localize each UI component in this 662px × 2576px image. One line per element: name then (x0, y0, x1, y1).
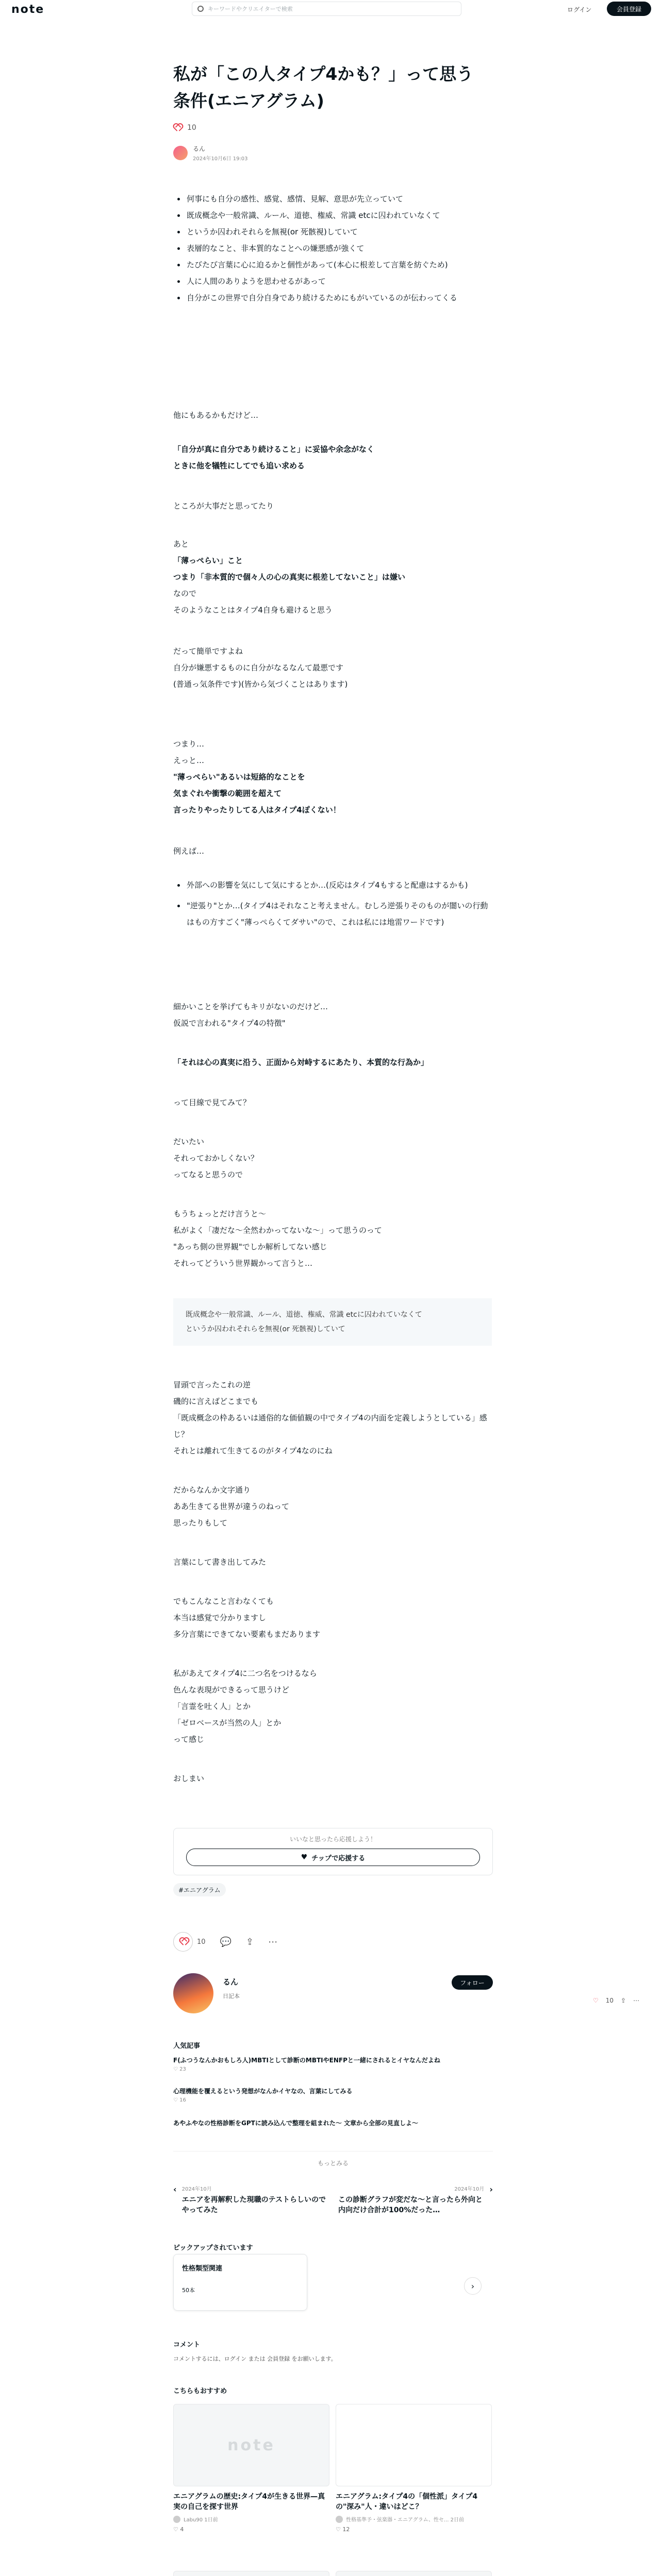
paragraph: 細かいことを挙げてもキリがないのだけど… (173, 1002, 328, 1011)
next-date: 2024年10月 (454, 2187, 485, 2192)
comment-icon[interactable]: 💬 (220, 1936, 231, 1947)
recommend-card[interactable] (336, 2571, 492, 2576)
side-more-icon[interactable]: ⋯ (633, 1997, 640, 2004)
support-text: いいなと思ったら応援しよう！ (289, 1836, 376, 1843)
paragraph: そのようなことはタイプ4自身も避けると思う (173, 605, 333, 615)
recommend-card[interactable] (336, 2404, 492, 2533)
paragraph: 「言霊を吐く人」とか (173, 1702, 251, 1711)
paragraph: ところが大事だと思ってたり (173, 501, 274, 511)
chevron-left-icon: ‹ (173, 2184, 177, 2194)
paragraph: 色んな表現ができるって思うけど (173, 1685, 290, 1694)
next-article-link[interactable] (338, 2184, 493, 2224)
paragraph: だからなんか文字通り (173, 1485, 251, 1495)
side-heart-icon[interactable]: ♡ (593, 1997, 599, 2004)
search-icon (197, 6, 204, 12)
quote-line: というか囚われそれらを無視(or 死骸視)していて (186, 1325, 345, 1333)
paragraph: だって簡単ですよね (173, 647, 243, 656)
card-title: エニアグラムの歴史:タイプ4が生きる世界—真実の自己を探す世界 (173, 2493, 325, 2511)
popular-item[interactable] (173, 2087, 493, 2105)
paragraph: 「既成概念の枠あるいは通俗的な価値観の中でタイプ4の内面を定義しようとしている」感じ？ (173, 1413, 487, 1439)
heart-icon (173, 124, 181, 131)
article-actions (173, 1932, 277, 1952)
list-item: 既成概念や一般常識、ルール、道徳、権威、常識 etcに囚われていなくて (173, 207, 492, 224)
bold-paragraph: 言ったりやったりしてる人はタイプ4ぽくない！ (173, 805, 341, 815)
profile-avatar[interactable] (173, 1973, 213, 2013)
list-item: 表層的なこと、非本質的なことへの嫌悪感が強くて (173, 240, 492, 257)
bold-paragraph: 「自分が真に自分であり続けること」に妥協や余念がなく (173, 445, 375, 454)
paragraph: 冒頭で言ったこれの逆 (173, 1380, 251, 1389)
list-item: 外部への影響を気にして気にするとか…(反応はタイプ4もすると配慮はするかも) (173, 877, 492, 893)
list-item: たびたび言葉に心に迫るかと個性があって(本心に根差して言葉を紡ぐため) (173, 257, 492, 273)
paragraph: 多分言葉にできてない要素もまだあります (173, 1630, 321, 1639)
popular-heading: 人気記事 (173, 2042, 201, 2050)
follow-button[interactable]: フォロー (452, 1975, 493, 1990)
paragraph: 私があえてタイプ4に二つ名をつけるなら (173, 1669, 317, 1678)
condition-list (173, 191, 492, 306)
chevron-right-icon: › (489, 2184, 493, 2194)
paragraph: ってなると思うので (173, 1170, 243, 1179)
article-title: 私が「この人タイプ4かも？」って思う条件(エニアグラム) (173, 64, 474, 111)
login-link[interactable]: ログイン (567, 6, 592, 13)
prev-title: エニアを再解釈した現職のテストらしいのでやってみた (181, 2196, 326, 2214)
like-bar[interactable] (173, 124, 196, 132)
paragraph: 自分が嫌悪するものに自分がなるなんて最悪です (173, 663, 344, 672)
bold-paragraph: ときに他を犠牲にしてでも追い求める (173, 461, 305, 470)
hashtag[interactable]: #エニアグラム (173, 1883, 226, 1896)
paragraph: それとは離れて生きてるのがタイプ4なのにね (173, 1446, 333, 1455)
share-icon[interactable]: ⇪ (245, 1936, 254, 1947)
author-block[interactable] (173, 144, 248, 162)
profile-name[interactable]: るん (223, 1977, 239, 1987)
more-link[interactable]: もっとみる (173, 2151, 493, 2167)
paragraph: 言葉にして書き出してみた (173, 1557, 267, 1567)
paragraph: 思ったりもして (173, 1518, 228, 1528)
avatar[interactable] (173, 146, 188, 160)
bold-paragraph: "薄っぺらい"あるいは短絡的なことを (173, 772, 305, 782)
signup-button[interactable]: 会員登録 (607, 2, 651, 16)
like-count: 10 (197, 1938, 206, 1946)
paragraph: つまり… (173, 739, 205, 749)
card-author: Labu90 1日前 (184, 2517, 218, 2523)
post-date: 2024年10月6日 19:03 (193, 156, 248, 162)
quote-block (173, 1298, 492, 1346)
card-likes: ♡ 12 (336, 2526, 350, 2533)
next-title: この診断グラフが変だな〜と言ったら外向と内向だけ合計が100%だった… (338, 2196, 483, 2214)
search-placeholder: キーワードやクリエイターで検索 (208, 6, 293, 12)
tip-icon: ♥ (301, 1853, 308, 1861)
paragraph: それってどういう世界観かって言うと… (173, 1259, 313, 1268)
paragraph: なので (173, 589, 197, 598)
heart-icon (179, 1938, 187, 1945)
paragraph: 「ゼロベースが当然の人」とか (173, 1718, 282, 1727)
list-item: 何事にも自分の感性、感覚、感情、見解、意思が先立っていて (173, 191, 492, 207)
paragraph: って目線で見てみて？ (173, 1098, 251, 1107)
avatar (173, 2516, 180, 2523)
side-like-count: 10 (605, 1997, 614, 2004)
card-author: 性格基準予・弦楽器・エニアグラム、性セ... 2日前 (346, 2517, 464, 2523)
card-title: エニアグラム:タイプ4の「個性派」タイプ4の"深み"人・違いはどこ？ (336, 2493, 478, 2511)
popular-meta: ♡ 23 (173, 2066, 186, 2072)
bold-paragraph: つまり「非本質的で個々人の心の真実に根差してないこと」は嫌い (173, 572, 406, 582)
paragraph: 磯的に言えばどこまでも (173, 1397, 259, 1406)
paragraph: "あっち側の世界観"でしか解析してない感じ (173, 1242, 327, 1251)
paragraph: って感じ (173, 1735, 205, 1744)
example-list (173, 877, 492, 930)
paragraph: あと (173, 539, 189, 549)
bold-paragraph: 「薄っぺらい」こと (173, 556, 243, 565)
recommend-card[interactable] (173, 2571, 329, 2576)
card-thumbnail (336, 2404, 492, 2486)
paragraph: 本当は感覚で分かりますし (173, 1613, 267, 1622)
note-logo[interactable]: note (11, 3, 45, 16)
pickup-heading: ピックアップされています (173, 2244, 253, 2252)
popular-title: 心理機能を覆えるという発想がなんかイヤなの、言葉にしてみる (173, 2088, 353, 2095)
pickup-card[interactable] (173, 2254, 307, 2311)
paragraph: 仮説で言われる"タイプ4の特徴" (173, 1019, 286, 1028)
bold-paragraph: 「それは心の真実に沿う、正面から対峙するにあたり、本質的な行為か」 (173, 1058, 429, 1067)
paragraph: もうちょっとだけ言うと〜 (173, 1209, 267, 1218)
paragraph: でもこんなこと言わなくても (173, 1597, 274, 1606)
carousel-next-button[interactable]: › (464, 2277, 482, 2295)
popular-item[interactable] (173, 2119, 493, 2128)
list-item: というか囚われそれらを無視(or 死骸視)していて (173, 224, 492, 240)
paragraph: ああ生きてる世界が違うのねって (173, 1502, 290, 1511)
paragraph: (普通っ気条件です)(皆から気づくことはあります) (173, 680, 348, 689)
recommend-heading: こちらもおすすめ (173, 2387, 227, 2395)
list-item: "逆張り"とか…(タイプ4はそれなこと考えません。むしろ逆張りそのものが闇いの行動はもの方すごく"薄っぺらくてダサい"ので、これは私には地雷ワードです) (173, 897, 492, 930)
popular-item[interactable] (173, 2056, 493, 2074)
card-thumbnail: note (173, 2404, 329, 2486)
bold-paragraph: 気まぐれや衝撃の範囲を超えて (173, 789, 282, 798)
paragraph: えっと… (173, 756, 205, 765)
like-button[interactable] (173, 1932, 206, 1952)
list-item: 人に人間のありようを思わせるがあって (173, 273, 492, 290)
popular-meta: ♡ 16 (173, 2097, 186, 2103)
popular-title: F(ふつうなんかおもしろ人)MBTIとして診断のMBTIやENFPと一緒にされるとイヤなんだよね (173, 2057, 440, 2064)
comments-login-text: コメントするには、ログイン または 会員登録 をお願いします。 (173, 2355, 337, 2362)
pickup-count: 50本 (182, 2287, 195, 2294)
support-box (173, 1828, 493, 1875)
card-thumbnail (336, 2571, 492, 2576)
floating-actions (593, 1997, 639, 2004)
paragraph: 例えば… (173, 846, 205, 856)
side-share-icon[interactable]: ⇪ (621, 1997, 626, 2004)
card-thumbnail (173, 2571, 329, 2576)
more-icon[interactable]: ⋯ (268, 1936, 278, 1947)
prev-article-link[interactable] (173, 2184, 328, 2224)
author-name[interactable]: るん (193, 145, 206, 152)
popular-title: あやふやなの性格診断をGPTに読み込んで整理を組まれた〜 文章から全部の見直しよ〜 (173, 2120, 419, 2127)
paragraph: おしまい (173, 1774, 205, 1783)
paragraph: それっておかしくない？ (173, 1154, 259, 1163)
paragraph: だいたい (173, 1137, 205, 1146)
avatar (336, 2516, 343, 2523)
paragraph: 私がよく「凄だな〜全然わかってないな〜」って思うのって (173, 1226, 382, 1235)
tip-button[interactable] (186, 1849, 480, 1866)
comments-heading: コメント (173, 2341, 201, 2349)
paragraph: 他にもあるかもだけど… (173, 411, 259, 420)
card-likes: ♡ 4 (173, 2526, 184, 2533)
like-count: 10 (187, 124, 196, 132)
prev-date: 2024年10月 (181, 2187, 212, 2192)
recommend-card[interactable] (173, 2404, 329, 2533)
profile-bio: 日記本 (223, 1993, 240, 1999)
tip-button-label: チップで応援する (311, 1854, 366, 1862)
quote-line: 既成概念や一般常識、ルール、道徳、権威、常識 etcに囚われていなくて (186, 1311, 422, 1319)
pickup-title: 性格類型関連 (182, 2265, 223, 2273)
list-item: 自分がこの世界で自分自身であり続けるためにもがいているのが伝わってくる (173, 290, 492, 306)
search-input[interactable] (192, 2, 461, 16)
top-header (0, 0, 662, 18)
